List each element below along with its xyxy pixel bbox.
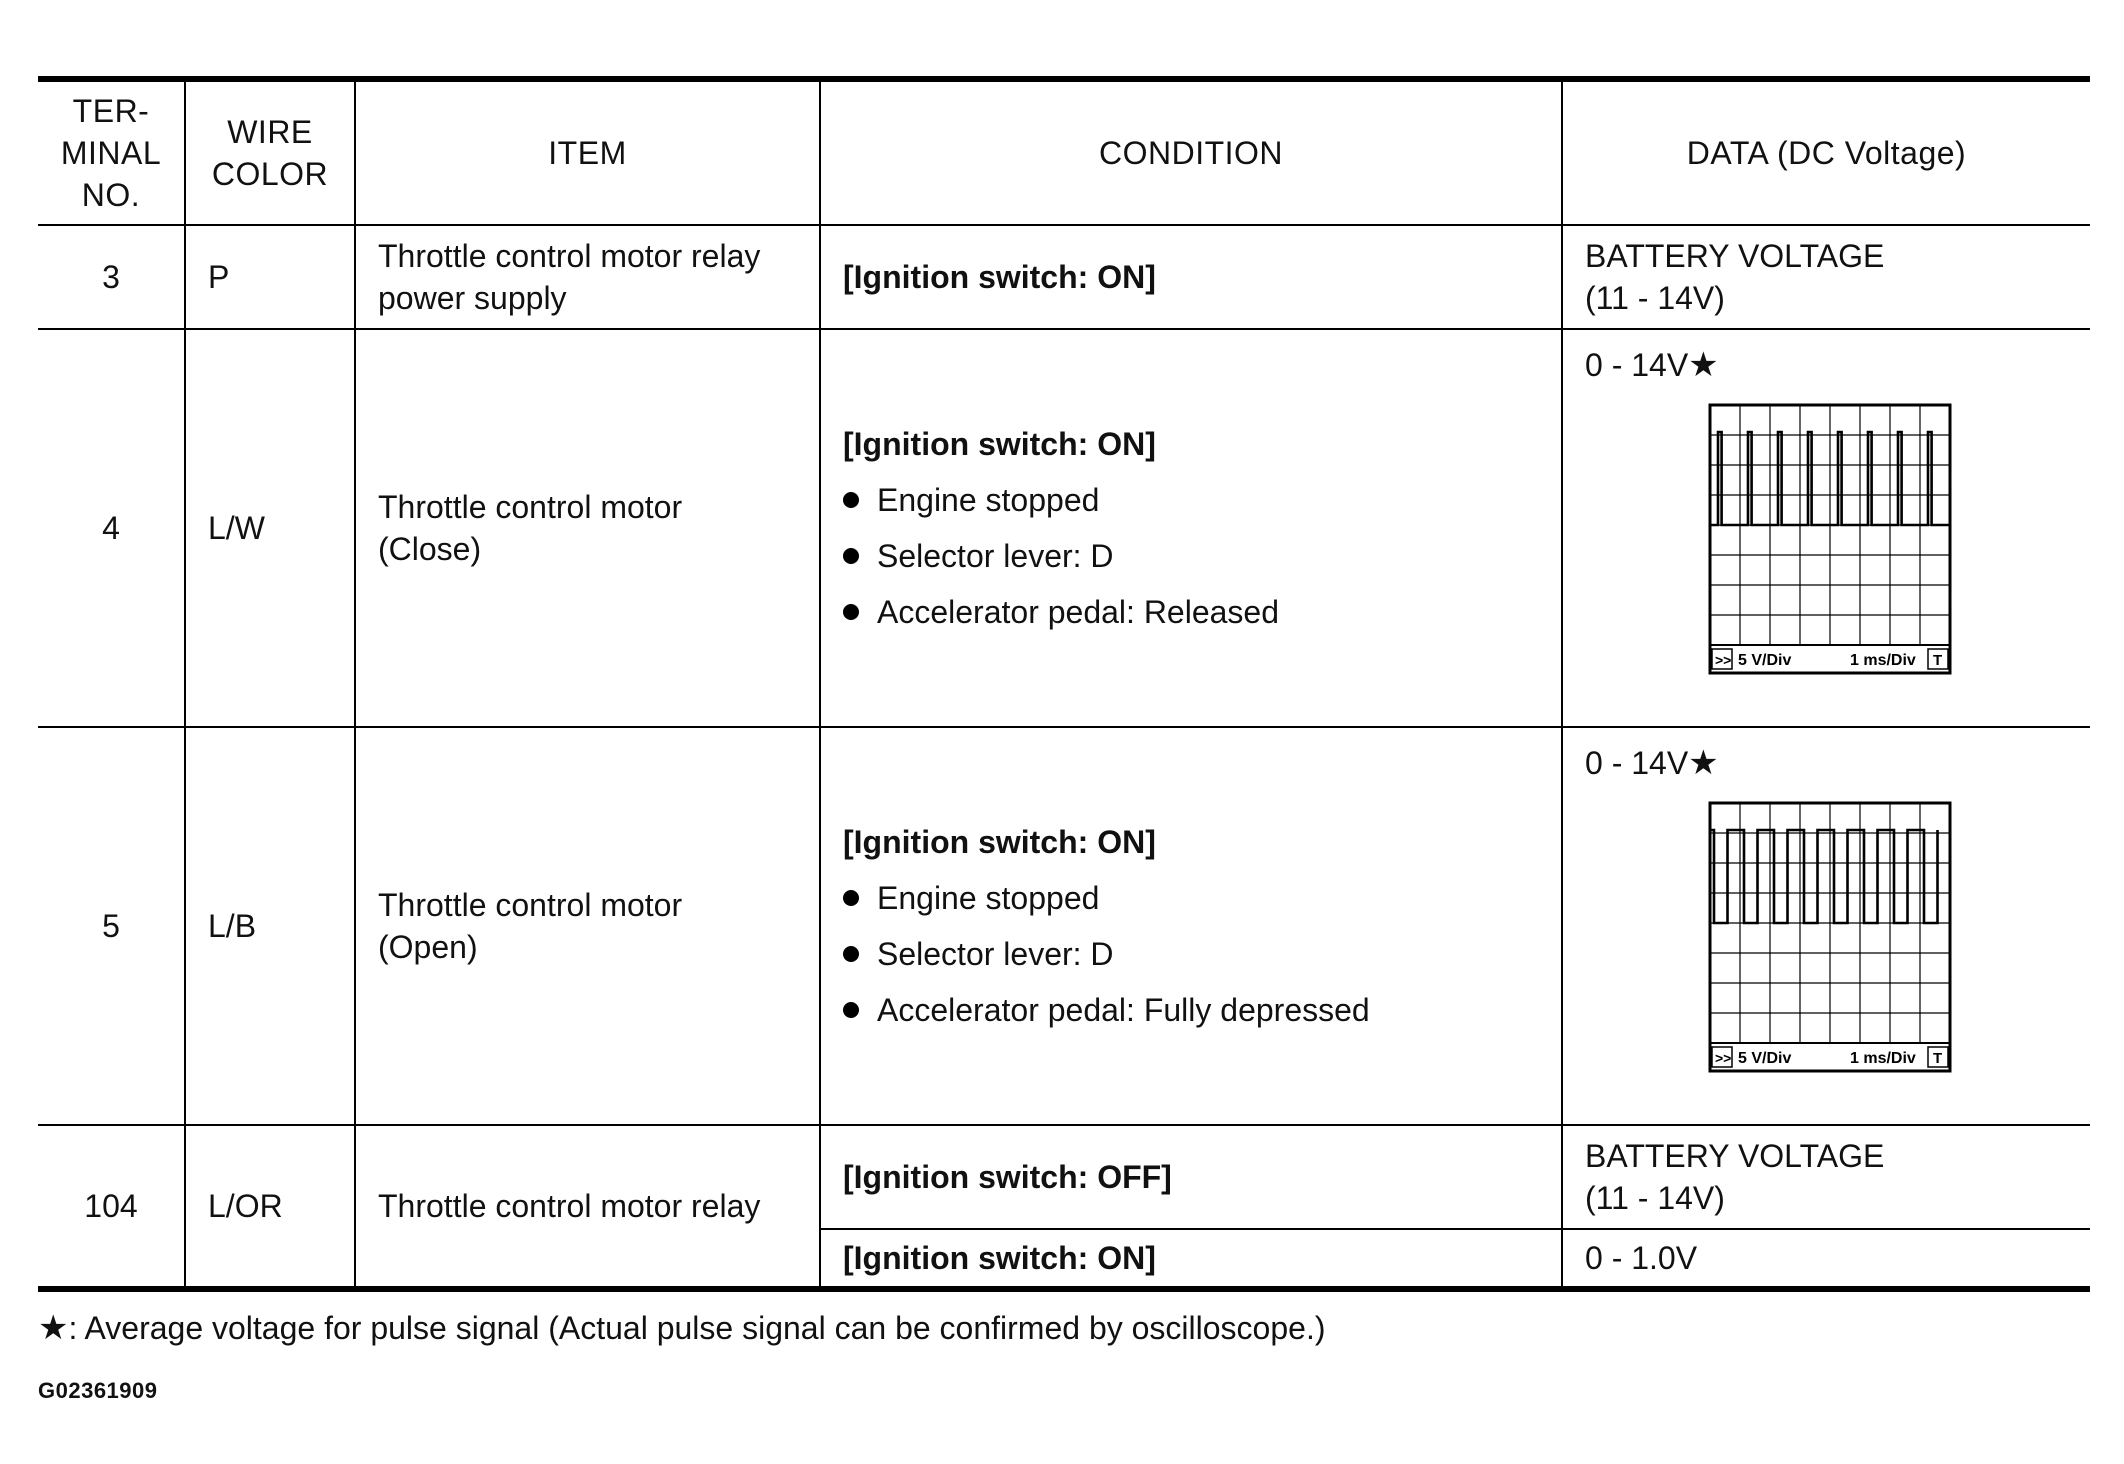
condition-title: [Ignition switch: ON] — [843, 259, 1156, 295]
table-row — [38, 1125, 2090, 1229]
item-cell: Throttle control motor relay power supply — [355, 225, 820, 329]
terminal-cell: 104 — [38, 1125, 185, 1289]
bullet-icon — [843, 548, 859, 564]
condition-cell — [820, 727, 1562, 1125]
scope-corner-left: >> — [1715, 1050, 1732, 1066]
waveform-block — [1585, 728, 2090, 1124]
condition-cell — [820, 225, 1562, 329]
list-item-text: Accelerator pedal: Fully depressed — [877, 992, 1370, 1028]
oscilloscope-waveform — [1707, 800, 1953, 1076]
item-cell: Throttle control motor (Open) — [355, 727, 820, 1125]
header-data: DATA (DC Voltage) — [1562, 79, 2090, 225]
data-cell: BATTERY VOLTAGE (11 - 14V) — [1562, 225, 2090, 329]
scope-time-div: 1 ms/Div — [1850, 1050, 1916, 1067]
bullet-icon — [843, 946, 859, 962]
condition-title: [Ignition switch: ON] — [843, 426, 1156, 462]
list-item-text: Selector lever: D — [877, 538, 1114, 574]
condition-cell — [820, 329, 1562, 727]
bullet-icon — [843, 492, 859, 508]
data-cell: BATTERY VOLTAGE (11 - 14V) — [1562, 1125, 2090, 1229]
list-item — [843, 479, 1561, 521]
condition-title: [Ignition switch: OFF] — [843, 1159, 1172, 1195]
header-row — [38, 79, 2090, 225]
table-row — [38, 727, 2090, 1125]
scope-corner-right: T — [1933, 652, 1943, 669]
terminal-cell: 4 — [38, 329, 185, 727]
condition-list — [843, 877, 1561, 1031]
list-item-text: Selector lever: D — [877, 936, 1114, 972]
header-condition: CONDITION — [820, 79, 1562, 225]
scope-volt-div: 5 V/Div — [1738, 652, 1792, 669]
list-item — [843, 989, 1561, 1031]
scope-volt-div: 5 V/Div — [1738, 1050, 1792, 1067]
list-item — [843, 591, 1561, 633]
data-cell — [1562, 727, 2090, 1125]
wire-color-cell: L/B — [185, 727, 355, 1125]
terminal-cell: 5 — [38, 727, 185, 1125]
item-cell: Throttle control motor relay — [355, 1125, 820, 1289]
list-item — [843, 877, 1561, 919]
condition-cell — [820, 1125, 1562, 1229]
scope-corner-right: T — [1933, 1050, 1943, 1067]
wire-color-cell: L/OR — [185, 1125, 355, 1289]
data-cell: 0 - 1.0V — [1562, 1229, 2090, 1289]
data-cell — [1562, 329, 2090, 727]
item-cell: Throttle control motor (Close) — [355, 329, 820, 727]
condition-list — [843, 479, 1561, 633]
waveform-block — [1585, 330, 2090, 726]
list-item-text: Engine stopped — [877, 482, 1100, 518]
star-icon: ★ — [1688, 744, 1719, 782]
table-row — [38, 225, 2090, 329]
list-item-text: Engine stopped — [877, 880, 1100, 916]
voltage-value: 0 - 14V★ — [1585, 744, 1719, 782]
bullet-icon — [843, 604, 859, 620]
list-item — [843, 535, 1561, 577]
voltage-value: 0 - 14V★ — [1585, 346, 1719, 384]
scope-time-div: 1 ms/Div — [1850, 652, 1916, 669]
footnote-text: : Average voltage for pulse signal (Actual pulse signal can be confirmed by oscilloscope.) — [68, 1310, 1326, 1346]
header-terminal: TER- MINAL NO. — [38, 79, 185, 225]
terminal-spec-table — [38, 76, 2090, 1292]
bullet-icon — [843, 890, 859, 906]
list-item — [843, 933, 1561, 975]
star-icon: ★ — [1688, 346, 1719, 384]
header-item: ITEM — [355, 79, 820, 225]
oscilloscope-waveform — [1707, 402, 1953, 678]
list-item-text: Accelerator pedal: Released — [877, 594, 1280, 630]
figure-id: G02361909 — [38, 1378, 158, 1403]
table-row — [38, 329, 2090, 727]
scope-corner-left: >> — [1715, 652, 1732, 668]
wire-color-cell: P — [185, 225, 355, 329]
condition-title: [Ignition switch: ON] — [843, 824, 1156, 860]
condition-cell — [820, 1229, 1562, 1289]
wire-color-cell: L/W — [185, 329, 355, 727]
bullet-icon — [843, 1002, 859, 1018]
star-icon: ★ — [38, 1309, 69, 1347]
footnote — [38, 1308, 1325, 1348]
terminal-cell: 3 — [38, 225, 185, 329]
condition-title: [Ignition switch: ON] — [843, 1240, 1156, 1276]
header-wire-color: WIRE COLOR — [185, 79, 355, 225]
